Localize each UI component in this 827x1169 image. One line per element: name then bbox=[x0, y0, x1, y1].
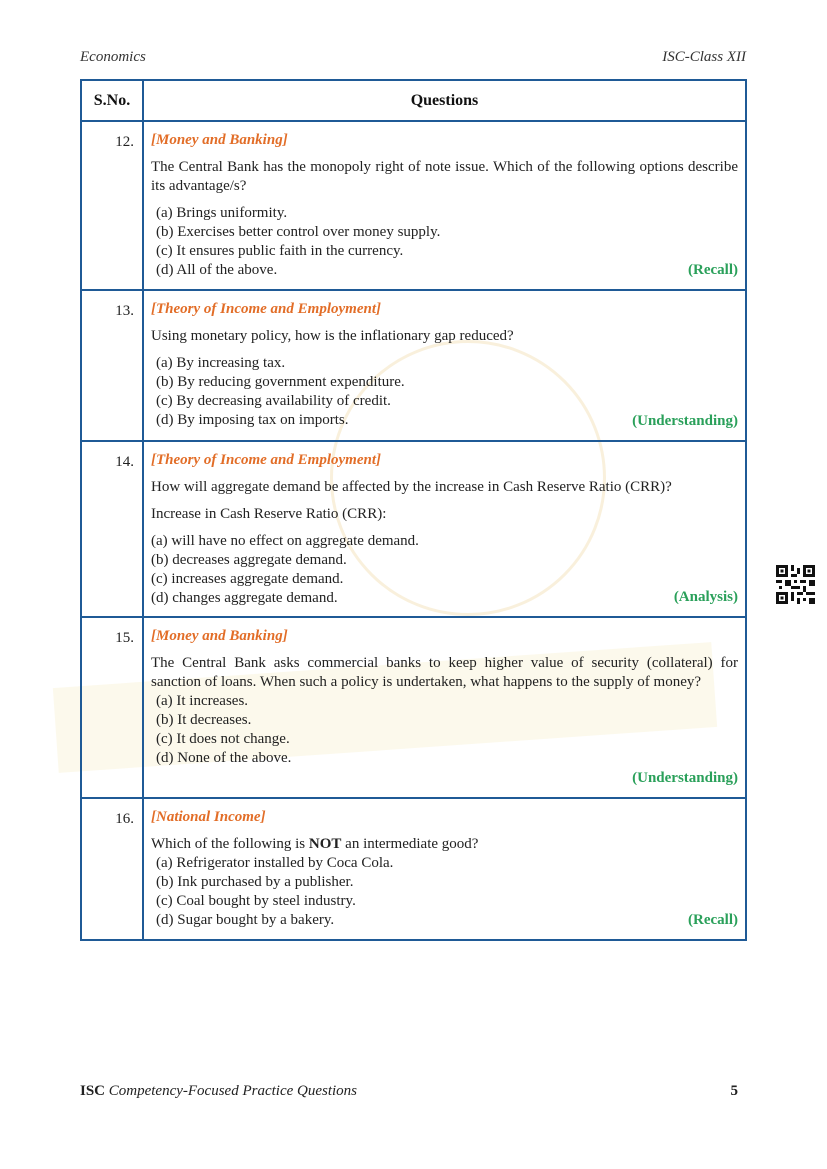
option-item: (a) It increases. bbox=[156, 693, 249, 709]
cognitive-level-badge: (Recall) bbox=[688, 912, 738, 928]
options-list bbox=[151, 204, 738, 280]
footer-title bbox=[80, 1083, 357, 1100]
option-item: (b) decreases aggregate demand. bbox=[151, 552, 347, 568]
question-text-end: an intermediate good? bbox=[341, 836, 479, 852]
option-item: (a) By increasing tax. bbox=[156, 355, 286, 371]
option-item: (d) By imposing tax on imports. bbox=[156, 412, 349, 428]
footer-subtitle: Competency-Focused Practice Questions bbox=[108, 1083, 358, 1099]
question-topic: [Theory of Income and Employment] bbox=[151, 452, 381, 468]
option-item: (c) It does not change. bbox=[156, 731, 290, 747]
cognitive-level-badge: (Analysis) bbox=[673, 589, 738, 605]
question-number: 12. bbox=[81, 121, 143, 290]
qr-code-icon[interactable] bbox=[776, 565, 815, 604]
question-text bbox=[151, 835, 738, 854]
cognitive-level-badge: (Recall) bbox=[688, 262, 738, 278]
option-item: (b) It decreases. bbox=[156, 712, 252, 728]
question-topic: [Money and Banking] bbox=[151, 132, 288, 148]
question-cell bbox=[143, 121, 746, 290]
option-item: (c) By decreasing availability of credit. bbox=[156, 393, 391, 409]
question-topic: [Theory of Income and Employment] bbox=[151, 301, 381, 317]
option-item: (b) Ink purchased by a publisher. bbox=[156, 874, 354, 890]
question-cell bbox=[143, 290, 746, 441]
options-list bbox=[151, 692, 738, 768]
question-topic: [National Income] bbox=[151, 809, 266, 825]
question-text: Using monetary policy, how is the inflationary gap reduced? bbox=[151, 328, 514, 344]
cognitive-level-badge: (Understanding) bbox=[632, 770, 738, 786]
option-item: (d) changes aggregate demand. bbox=[151, 590, 338, 606]
option-item: (d) None of the above. bbox=[156, 750, 292, 766]
question-topic: [Money and Banking] bbox=[151, 628, 288, 644]
option-item: (c) Coal bought by steel industry. bbox=[156, 893, 356, 909]
option-item: (c) It ensures public faith in the currency. bbox=[156, 243, 404, 259]
question-text-emphasis: NOT bbox=[308, 836, 342, 852]
table-header-row bbox=[81, 80, 746, 121]
question-subtext: Increase in Cash Reserve Ratio (CRR): bbox=[151, 506, 387, 522]
question-text-start: Which of the following is bbox=[151, 836, 309, 852]
option-item: (b) By reducing government expenditure. bbox=[156, 374, 405, 390]
option-item: (a) Refrigerator installed by Coca Cola. bbox=[156, 855, 394, 871]
header-sno: S.No. bbox=[81, 80, 143, 121]
question-text: The Central Bank asks commercial banks to keep higher value of security (collateral) for sanction of loans. When such a policy is undertaken, what happens to the supply of money? bbox=[151, 655, 738, 690]
options-list bbox=[151, 854, 738, 930]
question-row bbox=[81, 441, 746, 617]
header-class: ISC-Class XII bbox=[662, 49, 746, 65]
option-item: (c) increases aggregate demand. bbox=[151, 571, 344, 587]
header-questions: Questions bbox=[143, 80, 746, 121]
question-cell bbox=[143, 441, 746, 617]
page-number: 5 bbox=[730, 1083, 738, 1099]
questions-table bbox=[80, 79, 747, 941]
question-text: The Central Bank has the monopoly right of note issue. Which of the following options describe its advantage/s? bbox=[151, 159, 738, 194]
question-row bbox=[81, 798, 746, 940]
header-subject: Economics bbox=[80, 49, 146, 65]
option-item: (d) All of the above. bbox=[156, 262, 278, 278]
question-row bbox=[81, 290, 746, 441]
cognitive-level-badge: (Understanding) bbox=[632, 413, 738, 429]
option-item: (a) will have no effect on aggregate demand. bbox=[151, 533, 419, 549]
question-number: 16. bbox=[81, 798, 143, 940]
question-row bbox=[81, 121, 746, 290]
question-cell bbox=[143, 617, 746, 798]
question-text: How will aggregate demand be affected by the increase in Cash Reserve Ratio (CRR)? bbox=[151, 479, 672, 495]
question-row bbox=[81, 617, 746, 798]
question-number: 14. bbox=[81, 441, 143, 617]
option-item: (a) Brings uniformity. bbox=[156, 205, 288, 221]
options-list bbox=[151, 532, 738, 608]
option-item: (b) Exercises better control over money supply. bbox=[156, 224, 441, 240]
question-number: 13. bbox=[81, 290, 143, 441]
question-number: 15. bbox=[81, 617, 143, 798]
footer-brand: ISC bbox=[80, 1083, 106, 1099]
question-cell bbox=[143, 798, 746, 940]
option-item: (d) Sugar bought by a bakery. bbox=[156, 912, 335, 928]
